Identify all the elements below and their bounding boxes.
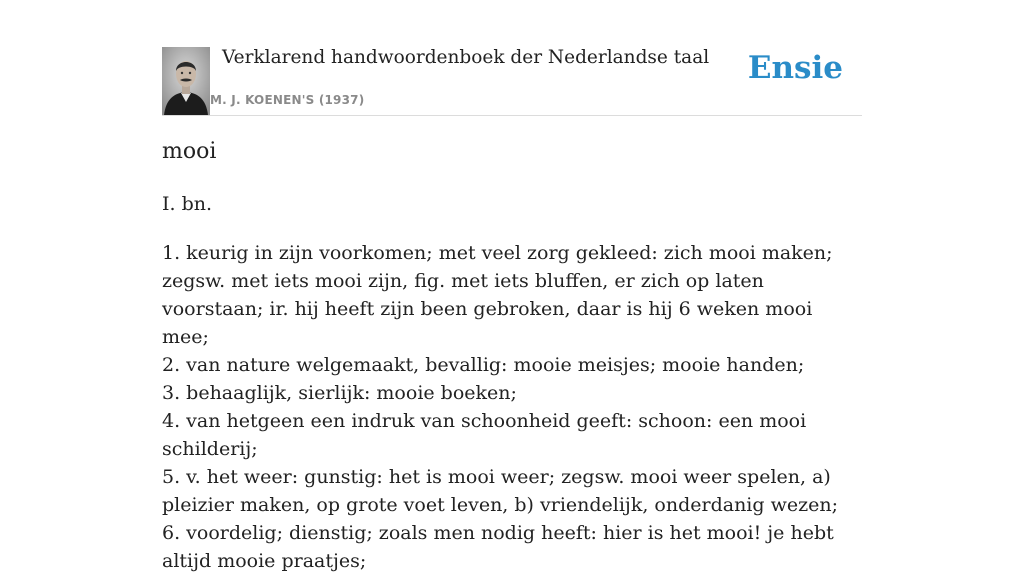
sense-item: 6. voordelig; dienstig; zoals men nodig heeft: hier is het mooi! je hebt altijd mooie praatjes; <box>162 522 834 572</box>
author-portrait-icon <box>162 47 210 115</box>
sense-item: 4. van hetgeen een indruk van schoonheid geeft: schoon: een mooi schilderij; <box>162 410 807 460</box>
book-title: Verklarend handwoordenboek der Nederlandse taal <box>222 47 710 68</box>
sense-item: 5. v. het weer: gunstig: het is mooi weer; zegsw. mooi weer spelen, a) pleizier maken, op grote voet leven, b) vriendelijk, onderdanig wezen; <box>162 466 838 516</box>
sense-item: 1. keurig in zijn voorkomen; met veel zorg gekleed: zich mooi maken; zegsw. met iets mooi zijn, fig. met iets bluffen, er zich op laten voorstaan; ir. hij heeft zijn been gebroken, daar is hij 6 weken mooi mee; <box>162 242 833 348</box>
part-of-speech: I. bn. <box>162 193 213 215</box>
sense-item: 2. van nature welgemaakt, bevallig: mooie meisjes; mooie handen; <box>162 354 805 376</box>
book-subtitle: M. J. KOENEN'S (1937) <box>210 93 365 107</box>
sense-item: 3. behaaglijk, sierlijk: mooie boeken; <box>162 382 517 404</box>
entry-headword: mooi <box>162 139 217 164</box>
ensie-logo-link[interactable]: Ensie <box>747 50 843 86</box>
dictionary-header <box>162 44 862 116</box>
sense-list <box>162 239 862 575</box>
